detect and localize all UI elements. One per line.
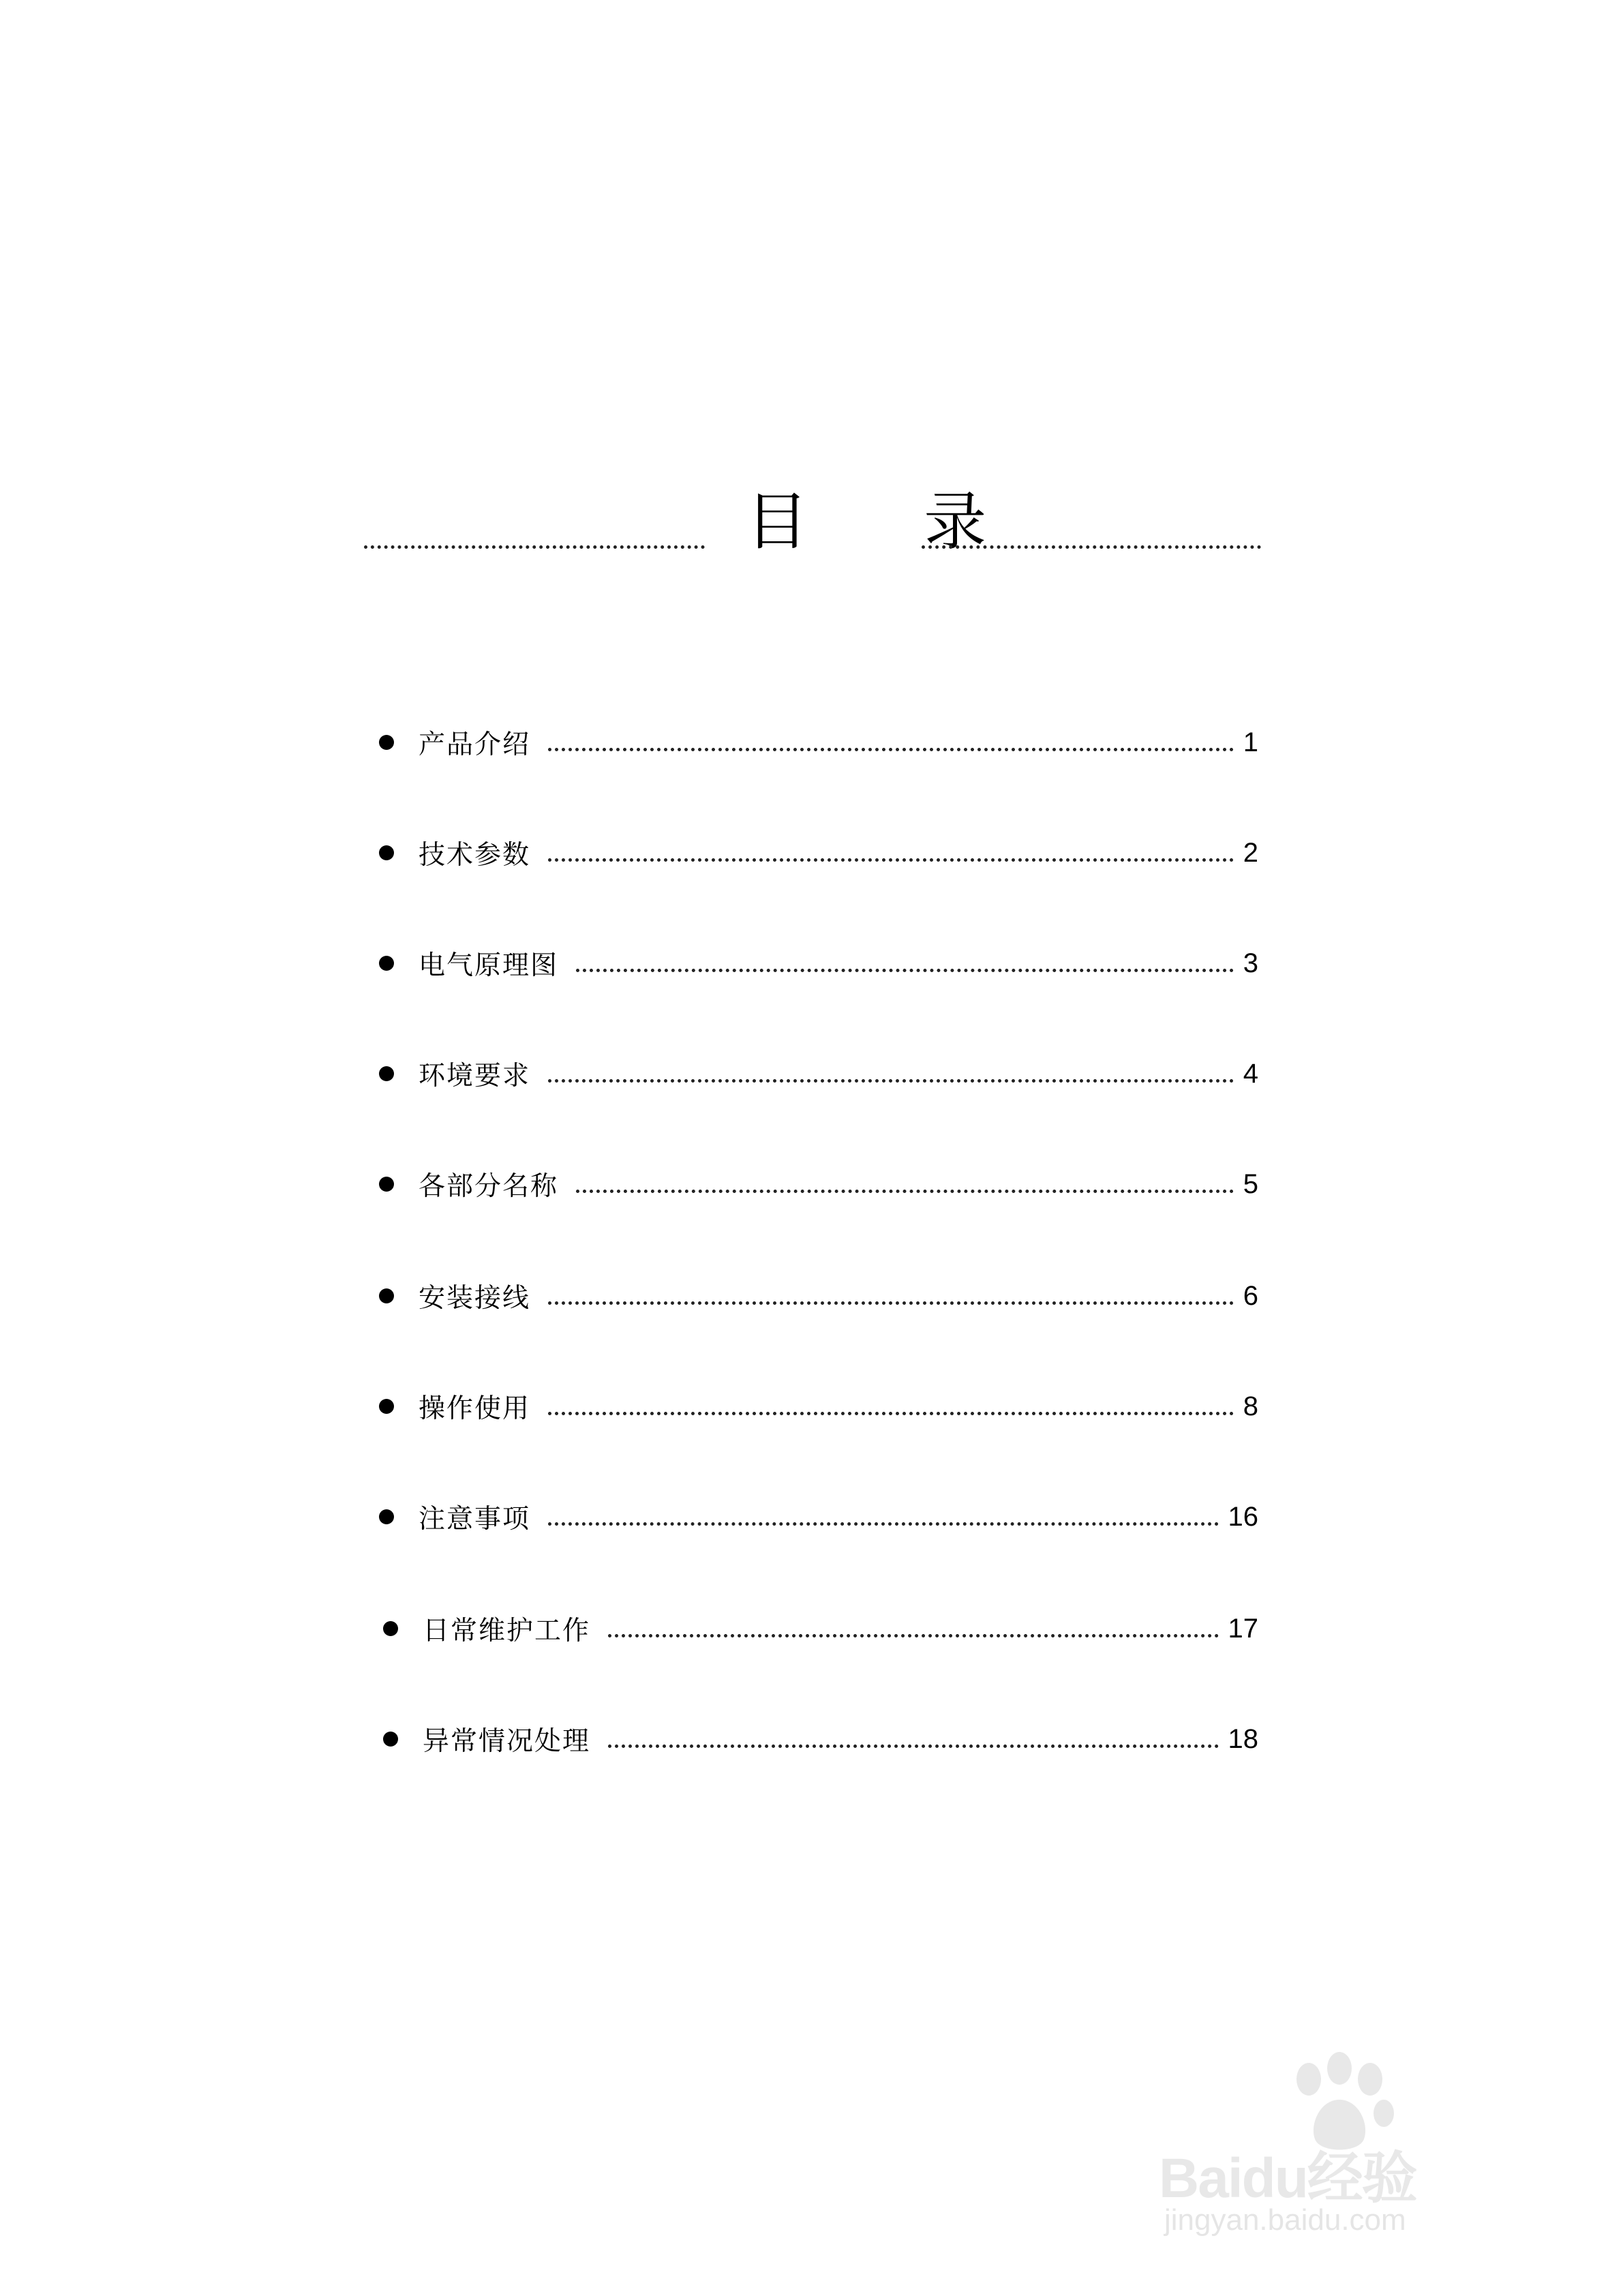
toc-entry-page: 18 [1228, 1723, 1258, 1754]
watermark-main-text: Baidu经验 [1159, 2147, 1416, 2209]
toc-entry-label: 日常维护工作 [423, 1616, 591, 1646]
dot-leader [548, 1522, 1218, 1526]
dot-leader [608, 1634, 1218, 1637]
baidu-watermark [1152, 2052, 1534, 2237]
toc-entry[interactable] [379, 1050, 1258, 1098]
toc-entry[interactable] [379, 1272, 1258, 1320]
toc-entry-page: 6 [1243, 1280, 1258, 1311]
bullet-icon [379, 1399, 394, 1414]
toc-entry-label: 注意事项 [419, 1504, 531, 1535]
bullet-icon [379, 1066, 394, 1081]
toc-entry-label: 环境要求 [419, 1061, 531, 1091]
bullet-icon [379, 735, 394, 750]
toc-entry[interactable] [379, 1160, 1258, 1208]
dot-leader [576, 969, 1234, 972]
toc-entry-page: 4 [1243, 1058, 1258, 1089]
toc-entry-page: 8 [1243, 1391, 1258, 1421]
toc-entry[interactable] [383, 1715, 1258, 1763]
toc-entry-label: 操作使用 [419, 1393, 531, 1424]
toc-entry[interactable] [379, 829, 1258, 877]
toc-entry-label: 异常情况处理 [423, 1726, 591, 1757]
bullet-icon [379, 956, 394, 971]
toc-entry-page: 17 [1228, 1613, 1258, 1644]
page-title: 目 录 [746, 485, 1035, 558]
toc-entry-label: 各部分名称 [419, 1171, 559, 1202]
bullet-icon [383, 1732, 398, 1747]
toc-entry-page: 2 [1243, 837, 1258, 868]
toc-entry-label: 电气原理图 [419, 950, 559, 981]
toc-entry-page: 1 [1243, 727, 1258, 757]
toc-entry[interactable] [379, 719, 1258, 766]
bullet-icon [379, 1509, 394, 1524]
toc-entry-page: 5 [1243, 1168, 1258, 1199]
toc-entry-page: 16 [1228, 1501, 1258, 1532]
dot-leader [576, 1190, 1234, 1193]
toc-entry-label: 技术参数 [419, 840, 531, 871]
toc-entry-label: 安装接线 [419, 1283, 531, 1314]
bullet-icon [379, 1288, 394, 1303]
dot-leader [548, 1079, 1234, 1083]
watermark-url-text: jingyan.baidu.com [1164, 2203, 1406, 2237]
bullet-icon [379, 1177, 394, 1192]
toc-entry-page: 3 [1243, 948, 1258, 978]
bullet-icon [379, 845, 394, 860]
toc-entry[interactable] [383, 1605, 1258, 1652]
toc-entry[interactable] [379, 939, 1258, 987]
bullet-icon [383, 1621, 398, 1636]
toc-entry[interactable] [379, 1383, 1258, 1430]
dot-leader [608, 1744, 1218, 1748]
dot-leader [548, 1301, 1234, 1305]
dot-leader [548, 858, 1234, 862]
toc-entry-label: 产品介绍 [419, 729, 531, 760]
toc-entry[interactable] [379, 1493, 1258, 1541]
dot-leader [548, 748, 1234, 751]
dot-leader [548, 1412, 1234, 1415]
